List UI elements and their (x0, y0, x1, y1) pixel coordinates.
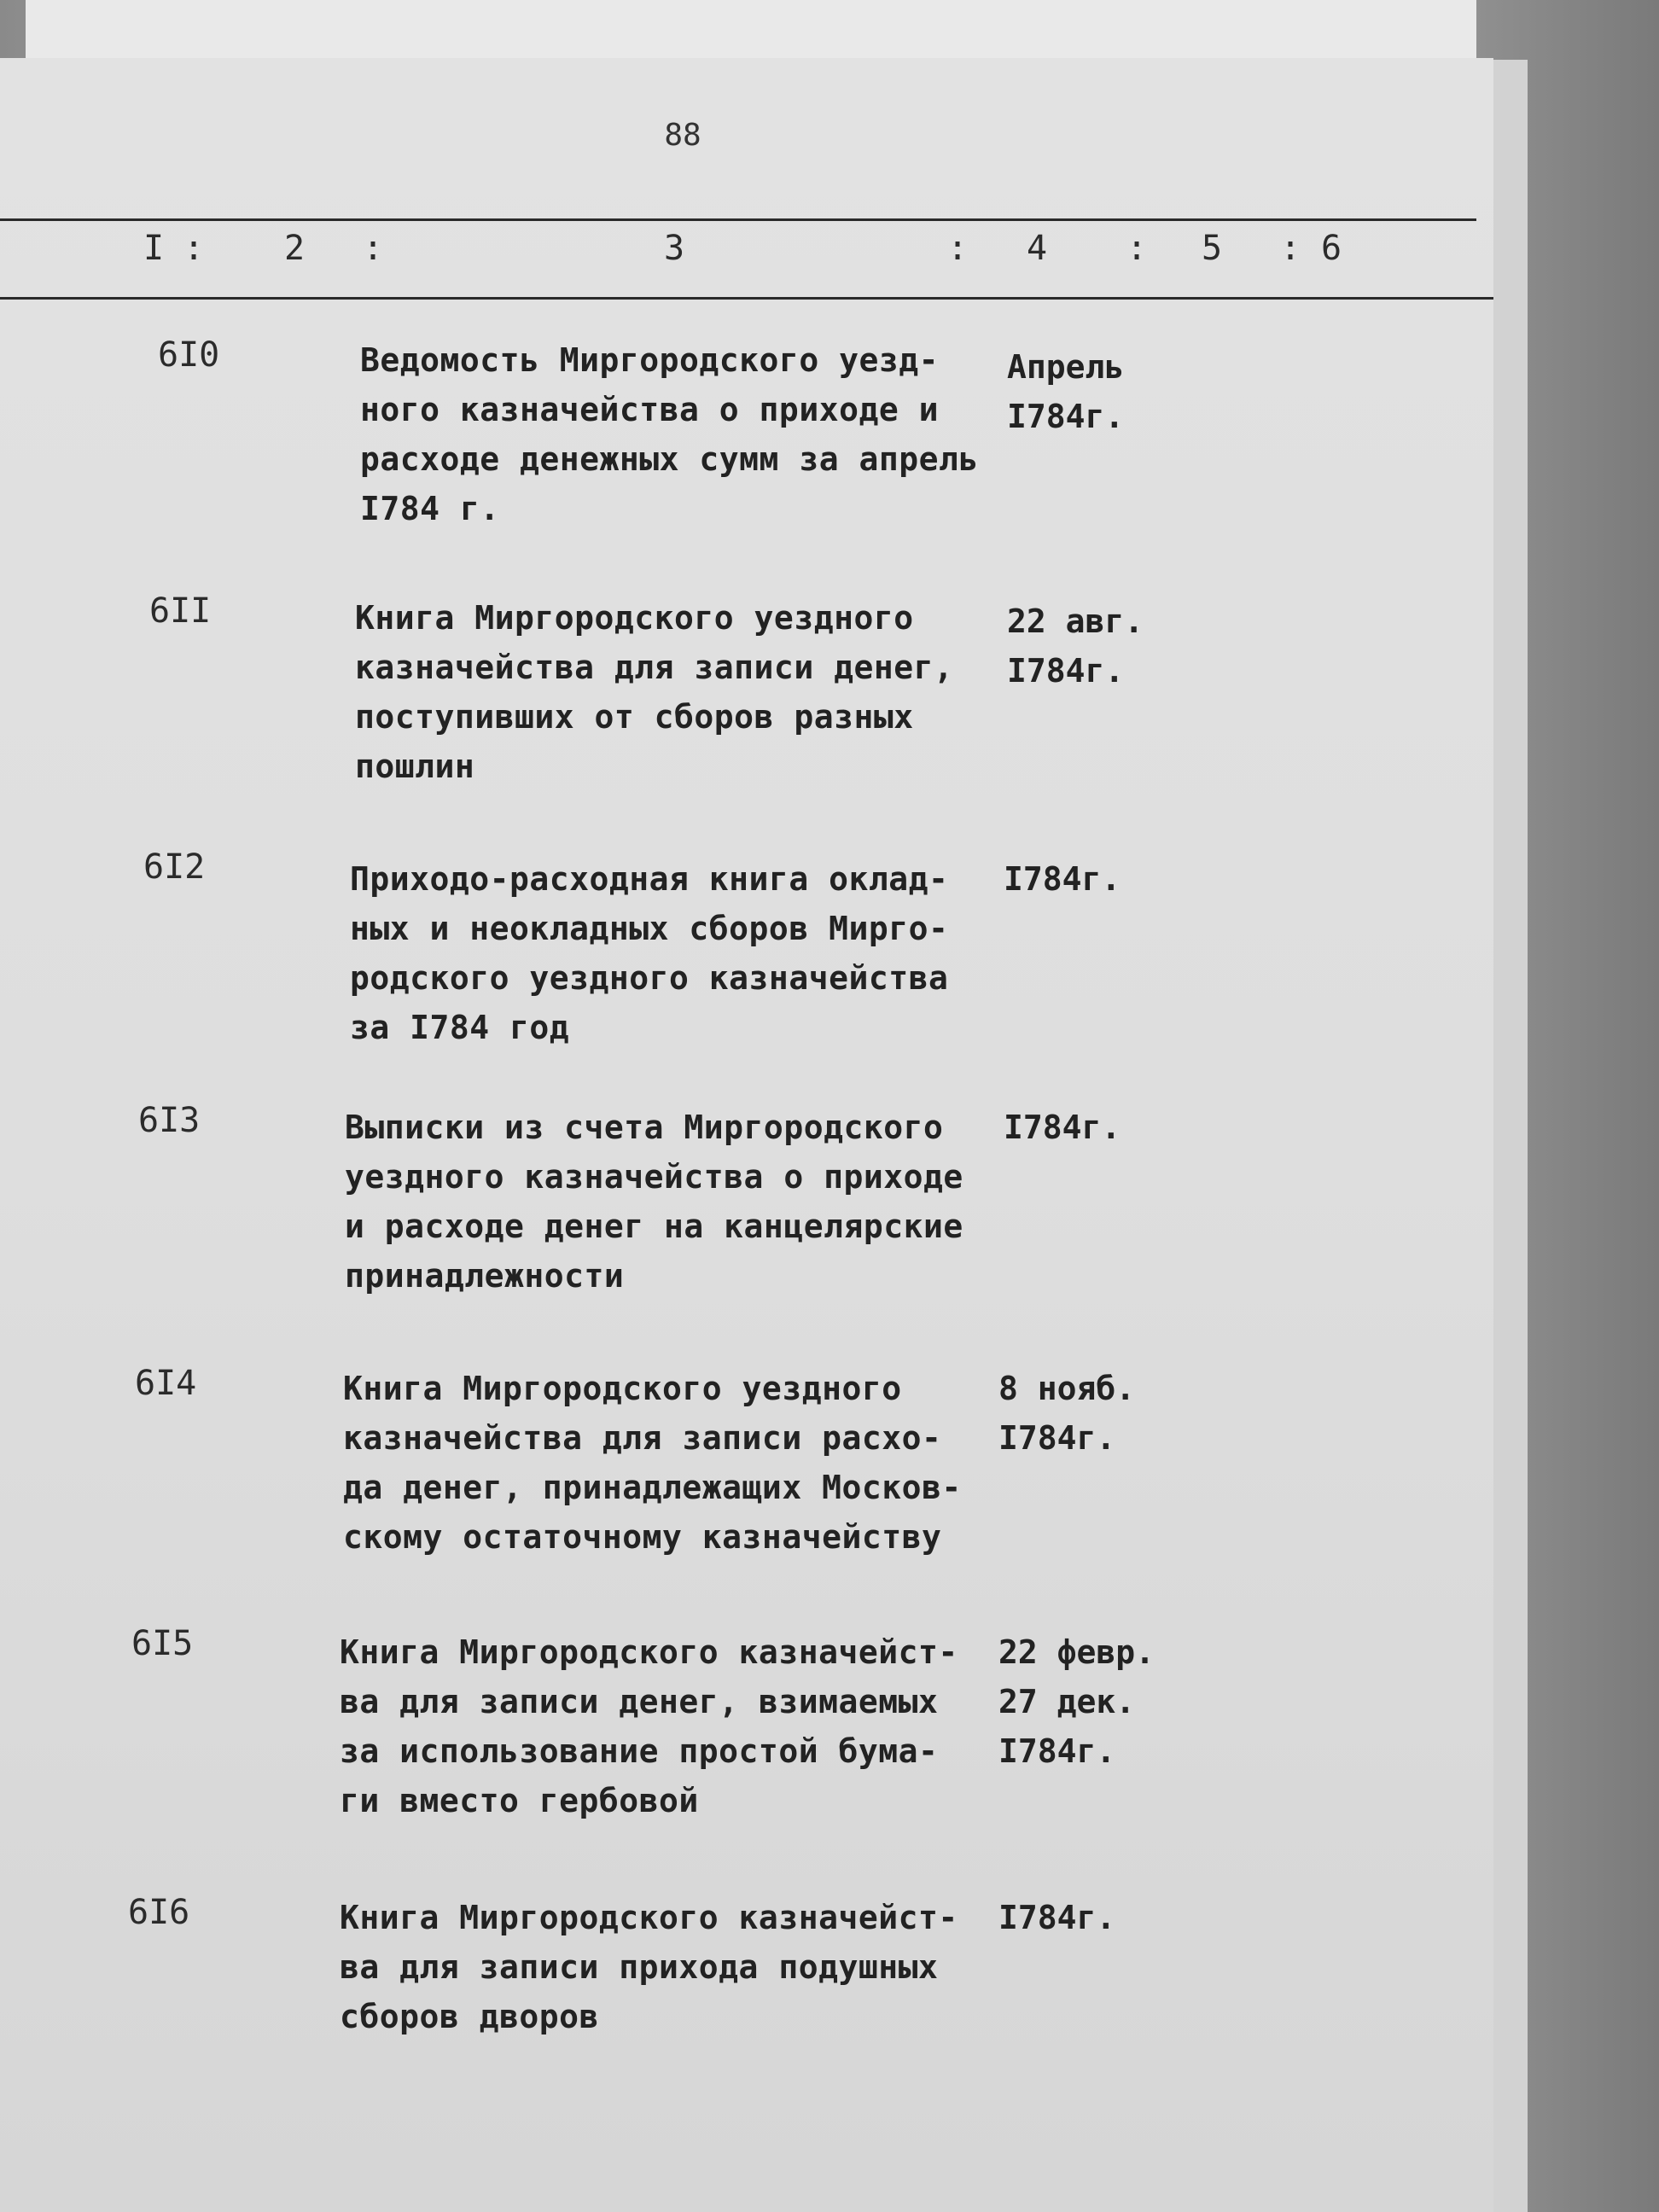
column-header-5: 5 (1201, 229, 1223, 268)
date-line: I784г. (1007, 652, 1125, 690)
entry-title (350, 854, 1024, 1052)
date-line: I784г. (1004, 860, 1121, 898)
entry-date (998, 1627, 1186, 1776)
title-line: ва для записи прихода подушных (340, 1948, 939, 1986)
entry-number: 6II (149, 591, 212, 631)
header-rule-bottom (0, 297, 1493, 300)
title-line: за I784 год (350, 1009, 570, 1046)
column-header-2: 2 (283, 229, 306, 268)
entry-title (360, 335, 1034, 533)
entry-number: 6I0 (158, 335, 220, 375)
entry-date (1004, 854, 1191, 904)
title-line: I784 г. (360, 490, 500, 527)
title-line: принадлежности (345, 1257, 625, 1295)
entry-number: 6I3 (138, 1101, 201, 1140)
entry-title (355, 593, 1029, 791)
entry-number: 6I2 (143, 847, 206, 887)
title-line: Книга Миргородского казначейст- (340, 1633, 958, 1671)
entry-number: 6I4 (135, 1364, 197, 1403)
column-separator: : (1280, 229, 1301, 268)
title-line: Книга Миргородского уездного (355, 599, 914, 637)
entry-number: 6I5 (131, 1624, 194, 1663)
entry-title (340, 1893, 1014, 2041)
title-line: уездного казначейства о приходе (345, 1158, 963, 1196)
title-line: родского уездного казначейства (350, 959, 949, 997)
entry-date (1004, 1103, 1191, 1152)
date-line: I784г. (998, 1899, 1116, 1936)
title-line: расходе денежных сумм за апрель (360, 440, 979, 478)
title-line: Приходо-расходная книга оклад- (350, 860, 949, 898)
title-line: сборов дворов (340, 1998, 599, 2035)
date-line: 8 нояб. (998, 1370, 1136, 1407)
title-line: казначейства для записи расхо- (343, 1419, 942, 1457)
title-line: ва для записи денег, взимаемых (340, 1683, 939, 1720)
column-header-3: 3 (663, 229, 685, 268)
title-line: да денег, принадлежащих Москов- (343, 1469, 962, 1506)
column-header-6: 6 (1320, 229, 1342, 268)
title-line: Книга Миргородского уездного (343, 1370, 902, 1407)
title-line: казначейства для записи денег, (355, 649, 954, 686)
date-line: I784г. (1004, 1109, 1121, 1146)
entry-title (343, 1364, 1017, 1562)
date-line: 22 февр. (998, 1633, 1155, 1671)
column-separator: : (947, 229, 969, 268)
title-line: ных и неокладных сборов Мирго- (350, 910, 949, 947)
column-header-1: I (143, 229, 165, 268)
column-separator: : (363, 229, 384, 268)
header-rule-top (0, 218, 1476, 221)
title-line: пошлин (355, 748, 475, 785)
column-separator: : (183, 229, 205, 268)
page-number: 88 (664, 118, 701, 153)
document-page (0, 58, 1493, 2212)
column-header-4: 4 (1026, 229, 1048, 268)
title-line: ного казначейства о приходе и (360, 391, 939, 428)
date-line: Апрель (1007, 348, 1125, 386)
title-line: за использование простой бума- (340, 1732, 939, 1770)
entry-date (1007, 597, 1195, 696)
title-line: Выписки из счета Миргородского (345, 1109, 944, 1146)
entry-date (1007, 342, 1195, 441)
title-line: скому остаточному казначейству (343, 1518, 942, 1556)
date-line: I784г. (998, 1732, 1116, 1770)
title-line: Ведомость Миргородского уезд- (360, 341, 939, 379)
title-line: и расходе денег на канцелярские (345, 1208, 963, 1245)
entry-title (340, 1627, 1014, 1825)
title-line: поступивших от сборов разных (355, 698, 914, 736)
column-separator: : (1126, 229, 1148, 268)
title-line: Книга Миргородского казначейст- (340, 1899, 958, 1936)
entry-title (345, 1103, 1019, 1301)
entry-date (998, 1364, 1186, 1463)
entry-number: 6I6 (128, 1893, 190, 1932)
date-line: 27 дек. (998, 1683, 1136, 1720)
title-line: ги вместо гербовой (340, 1782, 699, 1819)
date-line: I784г. (998, 1419, 1116, 1457)
date-line: 22 авг. (1007, 602, 1144, 640)
entry-date (998, 1893, 1186, 1942)
date-line: I784г. (1007, 398, 1125, 435)
